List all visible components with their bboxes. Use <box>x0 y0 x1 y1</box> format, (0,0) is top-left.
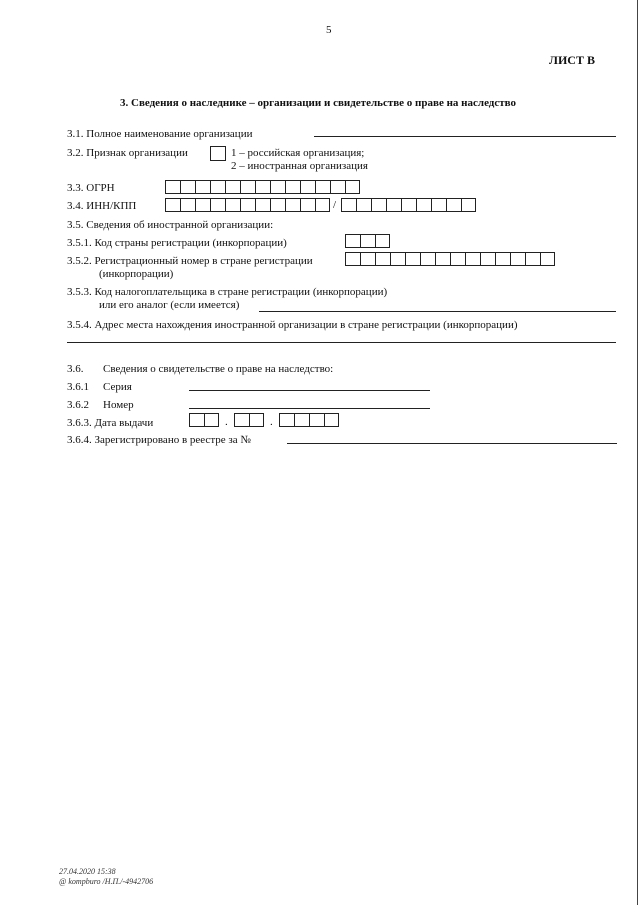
address-label: 3.5.4. Адрес места нахождения иностранной организации в стране регистрации (инкорпорации) <box>67 319 518 331</box>
address-field[interactable] <box>67 342 616 343</box>
org-sign-label: 3.2. Признак организации <box>67 147 188 159</box>
input-cell[interactable] <box>294 413 309 427</box>
series-field[interactable] <box>189 390 430 391</box>
country-code-label: 3.5.1. Код страны регистрации (инкорпорации) <box>67 237 287 249</box>
number-label: Номер <box>103 399 134 411</box>
country-code-boxes[interactable] <box>345 234 390 248</box>
footer-timestamp: 27.04.2020 15:38 <box>59 867 116 876</box>
input-cell[interactable] <box>180 180 195 194</box>
input-cell[interactable] <box>510 252 525 266</box>
input-cell[interactable] <box>300 198 315 212</box>
input-cell[interactable] <box>180 198 195 212</box>
input-cell[interactable] <box>420 252 435 266</box>
issue-day-boxes[interactable] <box>189 413 219 427</box>
input-cell[interactable] <box>255 180 270 194</box>
reg-number-boxes[interactable] <box>345 252 555 266</box>
input-cell[interactable] <box>210 180 225 194</box>
input-cell[interactable] <box>345 180 360 194</box>
page-number: 5 <box>326 24 332 36</box>
input-cell[interactable] <box>285 180 300 194</box>
input-cell[interactable] <box>386 198 401 212</box>
input-cell[interactable] <box>240 180 255 194</box>
issue-year-boxes[interactable] <box>279 413 339 427</box>
issue-date-label: 3.6.3. Дата выдачи <box>67 417 154 429</box>
reg-number-label-cont: (инкорпорации) <box>99 268 174 280</box>
input-cell[interactable] <box>225 180 240 194</box>
number-number: 3.6.2 <box>67 399 89 411</box>
input-cell[interactable] <box>195 180 210 194</box>
input-cell[interactable] <box>525 252 540 266</box>
input-cell[interactable] <box>450 252 465 266</box>
input-cell[interactable] <box>446 198 461 212</box>
date-separator-1: . <box>225 416 228 428</box>
input-cell[interactable] <box>300 180 315 194</box>
input-cell[interactable] <box>249 413 264 427</box>
input-cell[interactable] <box>309 413 324 427</box>
taxpayer-code-field[interactable] <box>259 311 616 312</box>
input-cell[interactable] <box>495 252 510 266</box>
input-cell[interactable] <box>390 252 405 266</box>
full-name-label: 3.1. Полное наименование организации <box>67 128 253 140</box>
input-cell[interactable] <box>375 234 390 248</box>
input-cell[interactable] <box>345 234 360 248</box>
input-cell[interactable] <box>204 413 219 427</box>
sheet-label: ЛИСТ В <box>549 53 595 67</box>
input-cell[interactable] <box>435 252 450 266</box>
registry-field[interactable] <box>287 443 617 444</box>
page-edge <box>637 0 638 905</box>
input-cell[interactable] <box>461 198 476 212</box>
input-cell[interactable] <box>405 252 420 266</box>
input-cell[interactable] <box>375 252 390 266</box>
taxpayer-code-label: 3.5.3. Код налогоплательщика в стране регистрации (инкорпорации) <box>67 286 388 298</box>
org-sign-option-2: 2 – иностранная организация <box>231 160 368 172</box>
cert-info-number: 3.6. <box>67 363 84 375</box>
input-cell[interactable] <box>255 198 270 212</box>
section-title: 3. Сведения о наследнике – организации и свидетельстве о праве на наследство <box>120 97 517 109</box>
footer-source: @ kompburo /Н.П./-4942706 <box>59 877 154 886</box>
reg-number-label: 3.5.2. Регистрационный номер в стране регистрации <box>67 255 313 267</box>
input-cell[interactable] <box>315 180 330 194</box>
inn-kpp-label: 3.4. ИНН/КПП <box>67 200 137 212</box>
input-cell[interactable] <box>195 198 210 212</box>
inn-kpp-separator: / <box>333 199 337 211</box>
foreign-info-heading: 3.5. Сведения об иностранной организации: <box>67 219 274 231</box>
input-cell[interactable] <box>285 198 300 212</box>
input-cell[interactable] <box>345 252 360 266</box>
input-cell[interactable] <box>189 413 204 427</box>
input-cell[interactable] <box>371 198 386 212</box>
registry-label: 3.6.4. Зарегистрировано в реестре за № <box>67 434 251 446</box>
number-field[interactable] <box>189 408 430 409</box>
org-sign-box[interactable] <box>210 146 226 161</box>
input-cell[interactable] <box>240 198 255 212</box>
issue-month-boxes[interactable] <box>234 413 264 427</box>
input-cell[interactable] <box>225 198 240 212</box>
ogrn-label: 3.3. ОГРН <box>67 182 115 194</box>
input-cell[interactable] <box>270 198 285 212</box>
cert-info-heading: Сведения о свидетельстве о праве на наследство: <box>103 363 334 375</box>
input-cell[interactable] <box>480 252 495 266</box>
input-cell[interactable] <box>360 252 375 266</box>
input-cell[interactable] <box>341 198 356 212</box>
inn-boxes[interactable] <box>165 198 330 212</box>
taxpayer-code-label-cont: или его аналог (если имеется) <box>99 299 240 311</box>
input-cell[interactable] <box>360 234 375 248</box>
input-cell[interactable] <box>270 180 285 194</box>
ogrn-boxes[interactable] <box>165 180 360 194</box>
input-cell[interactable] <box>279 413 294 427</box>
input-cell[interactable] <box>540 252 555 266</box>
series-label: Серия <box>103 381 132 393</box>
kpp-boxes[interactable] <box>341 198 476 212</box>
input-cell[interactable] <box>465 252 480 266</box>
input-cell[interactable] <box>330 180 345 194</box>
input-cell[interactable] <box>416 198 431 212</box>
org-sign-option-1: 1 – российская организация; <box>231 147 365 159</box>
input-cell[interactable] <box>356 198 371 212</box>
input-cell[interactable] <box>234 413 249 427</box>
full-name-field[interactable] <box>314 136 616 137</box>
date-separator-2: . <box>270 416 273 428</box>
input-cell[interactable] <box>324 413 339 427</box>
input-cell[interactable] <box>431 198 446 212</box>
input-cell[interactable] <box>401 198 416 212</box>
input-cell[interactable] <box>315 198 330 212</box>
input-cell[interactable] <box>165 198 180 212</box>
input-cell[interactable] <box>165 180 180 194</box>
series-number: 3.6.1 <box>67 381 89 393</box>
input-cell[interactable] <box>210 198 225 212</box>
